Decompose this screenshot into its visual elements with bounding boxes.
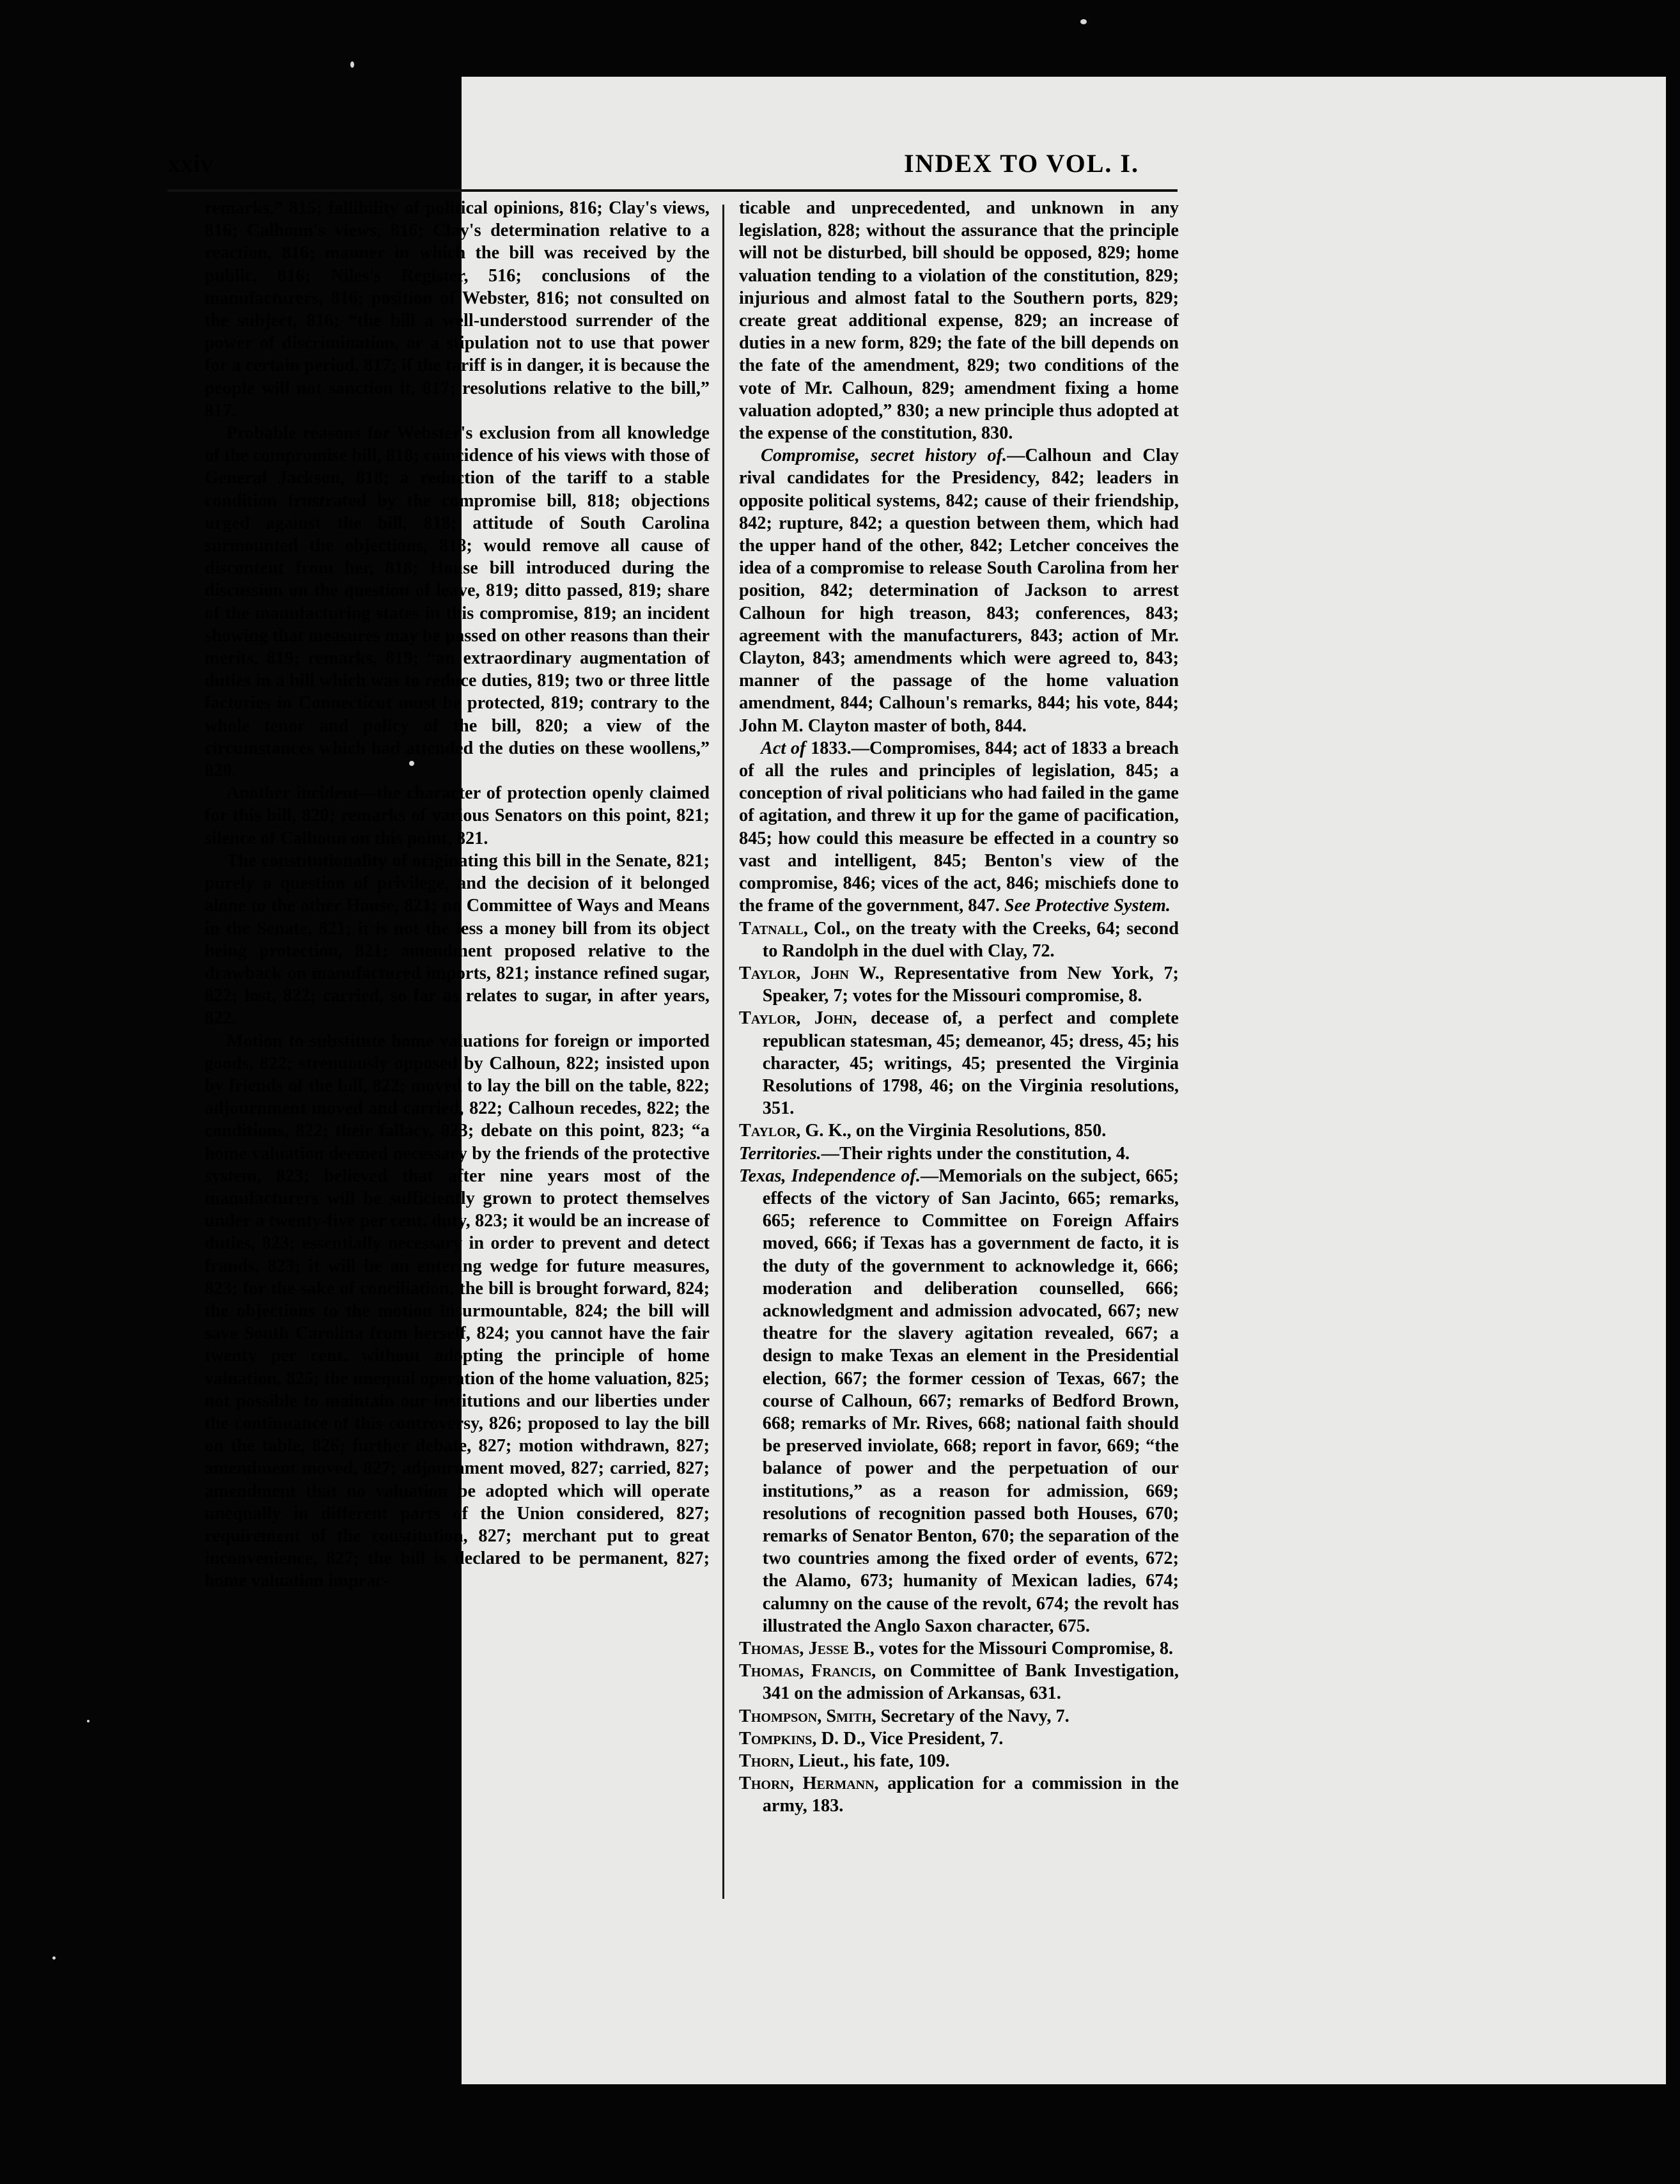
entry-text: , on the Virginia Resolutions, 850. (846, 1121, 1107, 1141)
index-subentry (739, 737, 1179, 917)
entry-name: Thompson, Smith (739, 1706, 872, 1726)
subentry-text: —Calhoun and Clay rival candidates for the Presidency, 842; leaders in opposite political systems, 842; cause of their friendship, 842; rupture, 842; a question between them, which had the upper hand of the other, 842; Letcher conceives the idea of a compromise to release South Carolina from her position, 842; determination of Jackson to arrest Calhoun for high treason, 843; conferences, 843; agreement with the manufacturers, 843; action of Mr. Clayton, 843; amendments which were agreed to, 843; manner of the passage of the home valuation amendment, 844; Calhoun's remarks, 844; his vote, 844; John M. Clayton master of both, 844. (739, 446, 1179, 736)
index-paragraph: The constitutionality of originating this bill in the Senate, 821; purely a question of privilege, and the decision of it belonged alone to the other House, 821; no Committee of Ways and Means in the Senate, 821; it is not the less a money bill from its object being protection, 821; amendment proposed relative to the drawback on manufactured imports, 821; instance refined sugar, 822; lost, 822; carried, so far as relates to sugar, in after years, 822. (205, 850, 710, 1029)
dust-speck (350, 61, 354, 68)
index-paragraph: Motion to substitute home valuations for foreign or imported goods, 822; strenuously opposed by Calhoun, 822; insisted upon by friends of the bill, 822; moved to lay the bill on the table, 822; adjournment moved and carried, 822; Calhoun recedes, 822; the conditions, 822; their fallacy, 823; debate on this point, 823; “a home valuation deemed necessary by the friends of the protective system, 823; believed that after nine years most of the manufacturers will be sufficiently grown to protect themselves under a twenty-five per cent. duty, 823; it would be an increase of duties, 823; essentially necessary in order to prevent and detect frauds, 823; it will be an entering wedge for future measures, 823; for the sake of conciliation, the bill is brought forward, 824; the objections to the motion insurmountable, 824; the bill will save South Carolina from herself, 824; you cannot have the fair twenty per cent. without adopting the principle of home valuation, 825; the unequal operation of the home valuation, 825; not possible to maintain our institutions and our liberties under the continuance of this controversy, 826; proposed to lay the bill on the table, 826; further debate, 827; motion withdrawn, 827; amendment moved, 827; adjournment moved, 827; carried, 827; amendment that no valuation be adopted which will operate unequally in different parts of the Union considered, 827; requirement of the constitution, 827; merchant put to great inconvenience, 827; the bill is declared to be permanent, 827; home valuation imprac- (205, 1031, 710, 1591)
entry-name: Thorn (739, 1751, 789, 1772)
entry-text: , Vice President, 7. (860, 1728, 1004, 1749)
index-paragraph: Another incident—the character of protection openly claimed for this bill, 820; remarks of various Senators on this point, 821; silence of Calhoun on this point, 821. (205, 783, 710, 848)
entry-name: Tatnall (739, 918, 804, 939)
index-entry (739, 1165, 1179, 1637)
index-entry (739, 1750, 1179, 1772)
entry-text: , decease of, a perfect and complete republican statesman, 45; demeanor, 45; dress, 45; his character, 45; writings, 45; presented the Virginia Resolutions of 1798, 46; on the Virginia resolutions, 351. (762, 1008, 1179, 1119)
index-entry (739, 1007, 1179, 1119)
entry-text: , Lieut., his fate, 109. (789, 1751, 950, 1772)
entry-text: , on Committee of Bank Investigation, 341 on the admission of Arkansas, 631. (762, 1661, 1179, 1704)
header-rule (167, 189, 1178, 192)
entry-text: , Representative from New York, 7; Speaker, 7; votes for the Missouri compromise, 8. (762, 963, 1179, 1006)
entry-text: —Memorials on the subject, 665; effects of the victory of San Jacinto, 665; remarks, 665; reference to Committee on Foreign Affairs moved, 666; if Texas has a government de facto, it is the duty of the government to acknowledge it, 666; moderation and deliberation counselled, 666; acknowledgment and admission advocated, 667; new theatre for the slavery agitation revealed, 667; a design to make Texas an element in the Presidential election, 667; the former cession of Texas, 667; the course of Calhoun, 667; remarks of Bedford Brown, 668; remarks of Mr. Rives, 668; national faith should be preserved inviolate, 668; report in favor, 669; “the balance of power and the perpetuation of our institutions,” as a reason for admission, 669; resolutions of recognition passed both Houses, 670; remarks of Senator Benton, 670; the separation of the two countries among the fixed order of events, 672; the Alamo, 673; humanity of Mexican ladies, 674; calumny on the cause of the revolt, 674; the revolt has illustrated the Anglo Saxon character, 675. (762, 1166, 1179, 1636)
entry-name: Thomas, Jesse B. (739, 1639, 870, 1658)
index-paragraph: Probable reasons for Webster's exclusion from all knowledge of the compromise bill, 818; coincidence of his views with those of General Jackson, 818; a reduction of the tariff to a stable condition frustrated by the compromise bill, 818; objections urged against the bill, 818; attitude of South Carolina surmounted the objections, 818; would remove all cause of discontent from her, 818; House bill introduced during the discussion on the question of leave, 819; ditto passed, 819; share of the manufacturing states in this compromise, 819; an incident showing that measures may be passed on other reasons than their merits, 819; remarks, 819; “an extraordinary augmentation of duties in a bill which was to reduce duties, 819; two or three little factories in Connecticut must be protected, 819; contrary to the whole tenor and policy of the bill, 820; a view of the circumstances which had attended the duties on these woollens,” 820. (205, 423, 710, 781)
entry-text: , Secretary of the Navy, 7. (871, 1706, 1069, 1726)
dust-speck (52, 1956, 56, 1960)
entry-name: Thomas, Francis (739, 1661, 872, 1681)
subentry-label: Act of (760, 738, 806, 758)
index-entry (739, 1637, 1179, 1660)
column-divider (722, 205, 724, 1899)
dust-speck (1080, 19, 1087, 24)
index-entry (739, 917, 1179, 962)
see-reference: See Protective System. (1004, 896, 1171, 916)
entry-name: Taylor, G. K. (739, 1121, 847, 1141)
subentry-label: Compromise, secret history of. (760, 446, 1007, 466)
left-column (205, 197, 710, 1593)
subentry-text: 1833.—Compromises, 844; act of 1833 a breach of all the rules and principles of legislation, 845; a conception of rival politicians who had failed in the game of agitation, and threw it up for the game of pacification, 845; how could this measure be effected in a country so vast and intelligent, 845; Benton's view of the compromise, 846; vices of the act, 846; mischiefs done to the frame of the government, 847. (739, 738, 1179, 916)
entry-text: , application for a commission in the army, 183. (762, 1774, 1179, 1816)
entry-label: Texas, Independence of. (739, 1166, 921, 1186)
page-title: INDEX TO VOL. I. (904, 149, 1139, 178)
index-entry (739, 1728, 1179, 1750)
entry-name: Taylor, John W. (739, 963, 880, 983)
entry-label: Territories. (739, 1143, 821, 1164)
entry-name: Taylor, John (739, 1008, 853, 1029)
index-paragraph: remarks,” 815; fallibility of political opinions, 816; Clay's views, 816; Calhoun's views, 816; Clay's determination relative to a reaction, 816; manner in which the bill was received by the public, 816; Niles's Register, 516; conclusions of the manufacturers, 816; position of Webster, 816; not consulted on the subject, 816; “the bill a well-understood surrender of the power of discrimination, or a stipulation not to use that power for a certain period, 817; if the tariff is in danger, it is because the people will not sanction it, 817; resolutions relative to the bill,” 817. (205, 198, 710, 421)
index-entry (739, 1119, 1179, 1142)
index-entry (739, 1660, 1179, 1704)
index-entry (739, 1772, 1179, 1817)
entry-text: —Their rights under the constitution, 4. (821, 1143, 1130, 1164)
entry-text: , Col., on the treaty with the Creeks, 64; second to Randolph in the duel with Clay, 72. (762, 918, 1179, 961)
index-entry (739, 1705, 1179, 1728)
right-column (739, 197, 1179, 1818)
entry-name: Thorn, Hermann (739, 1774, 875, 1794)
index-entry (739, 1143, 1179, 1165)
index-paragraph: ticable and unprecedented, and unknown in any legislation, 828; without the assurance that the principle will not be disturbed, bill should be opposed, 829; home valuation tending to a violation of the constitution, 829; injurious and almost fatal to the Southern ports, 829; create great additional expense, 829; an increase of duties in a new form, 829; the fate of the bill depends on the fate of the amendment, 829; two conditions of the vote of Mr. Calhoun, 829; amendment fixing a home valuation adopted,” 830; a new principle thus adopted at the expense of the constitution, 830. (739, 198, 1179, 444)
index-entry (739, 962, 1179, 1007)
page-header (167, 148, 1178, 187)
entry-text: , votes for the Missouri Compromise, 8. (869, 1639, 1174, 1658)
page-number: xxiv (167, 149, 214, 178)
index-subentry (739, 444, 1179, 737)
dust-speck (87, 1720, 89, 1722)
entry-name: Tompkins, D. D. (739, 1728, 861, 1749)
